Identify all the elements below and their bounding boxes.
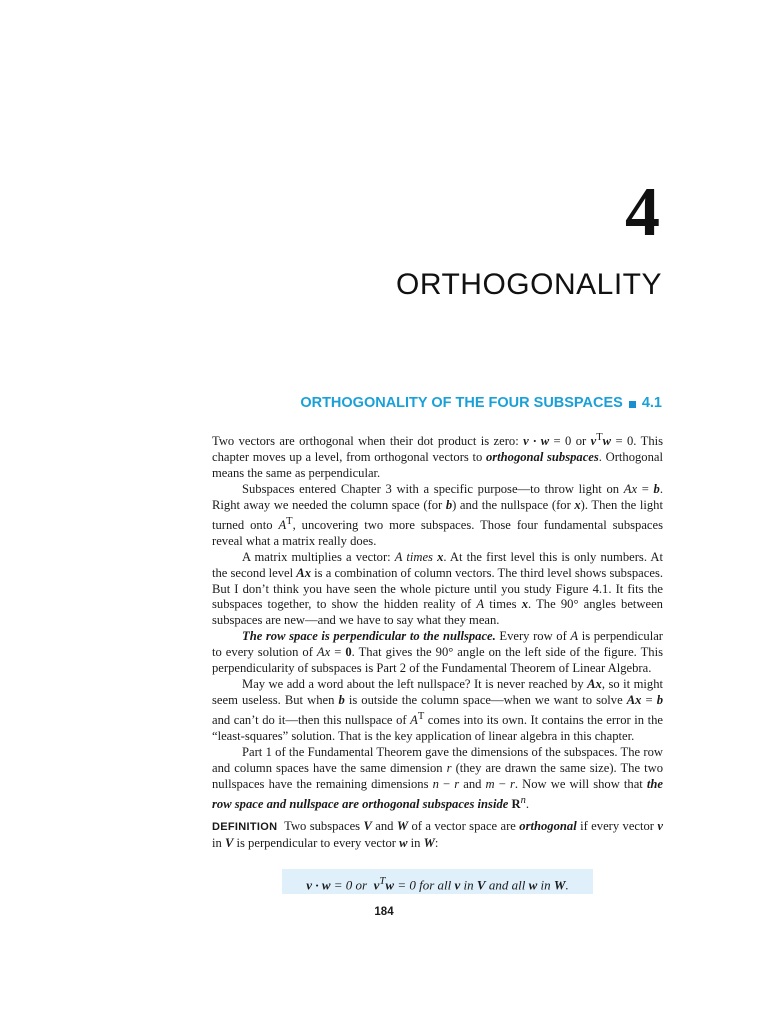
paragraph: A matrix multiplies a vector: A times x. At the first level this is only numbers. At the second level Ax is a combination of column vectors. The third level shows subspaces. But I don’t think you have seen the whole picture until you study Figure 4.1. It fits the subspaces together, to show the hidden reality of A times x. The 90° angles between subspaces are new—and we have to say what they mean. (212, 549, 663, 628)
paragraph: The row space is perpendicular to the nullspace. Every row of A is perpendicular to every solution of Ax = 0. That gives the 90° angle on the left side of the figure. This perpendicularity of subspaces is Part 2 of the Fundamental Theorem of Linear Algebra. (212, 629, 664, 676)
paragraph: Part 1 of the Fundamental Theorem gave the dimensions of the subspaces. The row and column spaces have the same dimension r (they are drawn the same size). The two nullspaces have the remaining dimensions n − r and m − r. Now we will show that the row space and nullspace are orthogonal subspaces inside $R^n$. (212, 744, 664, 811)
chapter-number: 4 (625, 174, 660, 251)
section-marker-square (629, 401, 636, 408)
section-number: 4.1 (641, 395, 662, 411)
paragraph: Subspaces entered Chapter 3 with a specific purpose—to throw light on Ax = b. Right away we needed the column space (for b) and the nullspace (for x). Then the light turned onto $A^T$, uncovering two more subspaces. Those four fundamental subspaces reveal what a matrix really does. (212, 481, 663, 548)
section-title: ORTHOGONALITY OF THE FOUR SUBSPACES (300, 395, 623, 411)
definition: DEFINITION Two subspaces V and W of a vector space are orthogonal if every vector v in V is perpendicular to every vector w in W: (212, 818, 663, 850)
section-heading (300, 395, 662, 411)
paragraph: Two vectors are orthogonal when their dot product is zero: v · w = 0 or $v^Tw = 0$. This chapter moves up a level, from orthogonal vectors to orthogonal subspaces. Orthogonal means the same as perpendicular. (212, 432, 664, 480)
page-number: 184 (374, 906, 394, 918)
formula-box: v · w = 0 or $v^Tw = 0$ for all v in V and all w in W. (282, 869, 593, 894)
paragraph: May we add a word about the left nullspace? It is never reached by Ax, so it might seem useless. But when b is outside the column space—when we want to solve Ax = b and can’t do it—then this nullspace of $A^T$ comes into its own. It contains the error in the “least-squares” solution. That is the key application of linear algebra in this chapter. (212, 676, 663, 743)
body-text (212, 430, 663, 851)
definition-label: DEFINITION (212, 820, 278, 833)
chapter-title: ORTHOGONALITY (396, 268, 662, 301)
